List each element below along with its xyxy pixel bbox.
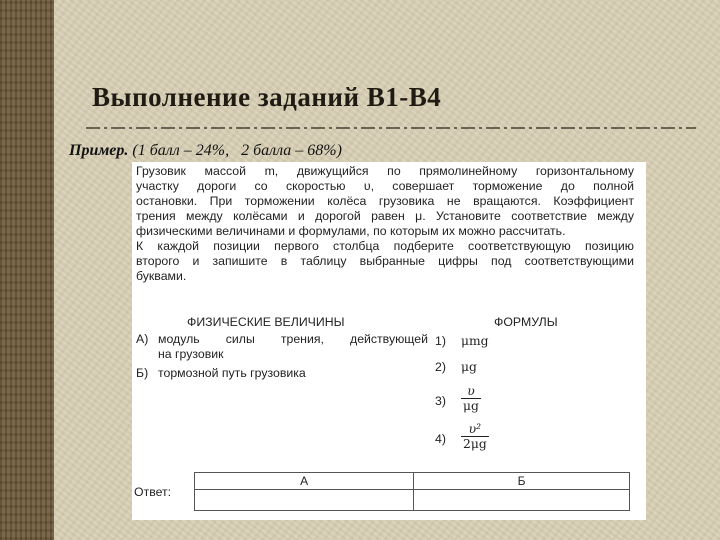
fraction-numerator: υ² <box>468 422 482 436</box>
quantity-letter: Б) <box>136 366 149 380</box>
formulas-header: ФОРМУЛЫ <box>494 315 558 329</box>
task-card <box>132 162 646 520</box>
formula-fraction <box>461 422 489 451</box>
quantities-header: ФИЗИЧЕСКИЕ ВЕЛИЧИНЫ <box>187 315 345 329</box>
slide-subtitle <box>69 142 342 160</box>
task-line: трения между колёсами и дорогой равен μ. Установите соответствие между <box>136 209 634 223</box>
answer-column-header: А <box>195 473 414 490</box>
task-line: буквами. <box>136 269 187 283</box>
formula-expression: μg <box>461 360 477 374</box>
slide-title: Выполнение заданий В1-В4 <box>92 82 442 112</box>
task-line: участку дороги со скоростью υ, совершает торможение до полной <box>136 179 634 193</box>
task-line: второго и запишите в таблицу выбранные цифры под соответствующими <box>136 254 634 268</box>
formula-expression: μmg <box>461 334 489 348</box>
answer-cell-a[interactable] <box>195 490 414 511</box>
answer-column-header: Б <box>414 473 630 490</box>
formula-number: 1) <box>435 334 446 348</box>
subtitle-label: Пример. <box>69 142 129 159</box>
fraction-numerator: υ <box>467 384 475 398</box>
fraction-denominator: 2μg <box>463 437 487 451</box>
task-line: К каждой позиции первого столбца подберите соответствующую позицию <box>136 239 634 253</box>
formula-number: 3) <box>435 394 446 408</box>
answer-label: Ответ: <box>134 485 172 499</box>
subtitle-scores: (1 балл – 24%, 2 балла – 68%) <box>128 142 342 159</box>
fraction-denominator: μg <box>463 399 479 413</box>
formula-fraction <box>461 384 481 413</box>
answer-cell-b[interactable] <box>414 490 630 511</box>
formula-number: 4) <box>435 432 446 446</box>
decorative-side-bar <box>0 0 54 540</box>
formula-number: 2) <box>435 360 446 374</box>
quantity-letter: А) <box>136 332 149 346</box>
task-line: остановки. При торможении колёса грузовика не вращаются. Коэффициент <box>136 194 634 208</box>
task-text <box>136 164 634 284</box>
task-line: Грузовик массой m, движущийся по прямолинейному горизонтальному <box>136 164 634 178</box>
quantity-text: тормозной путь грузовика <box>158 366 306 380</box>
answer-table <box>194 472 630 511</box>
quantity-text: модуль силы трения, действующей на грузовик <box>158 332 428 361</box>
task-line: физическими величинами и формулами, по которым их можно рассчитать. <box>136 224 566 238</box>
dashed-divider <box>86 124 696 132</box>
